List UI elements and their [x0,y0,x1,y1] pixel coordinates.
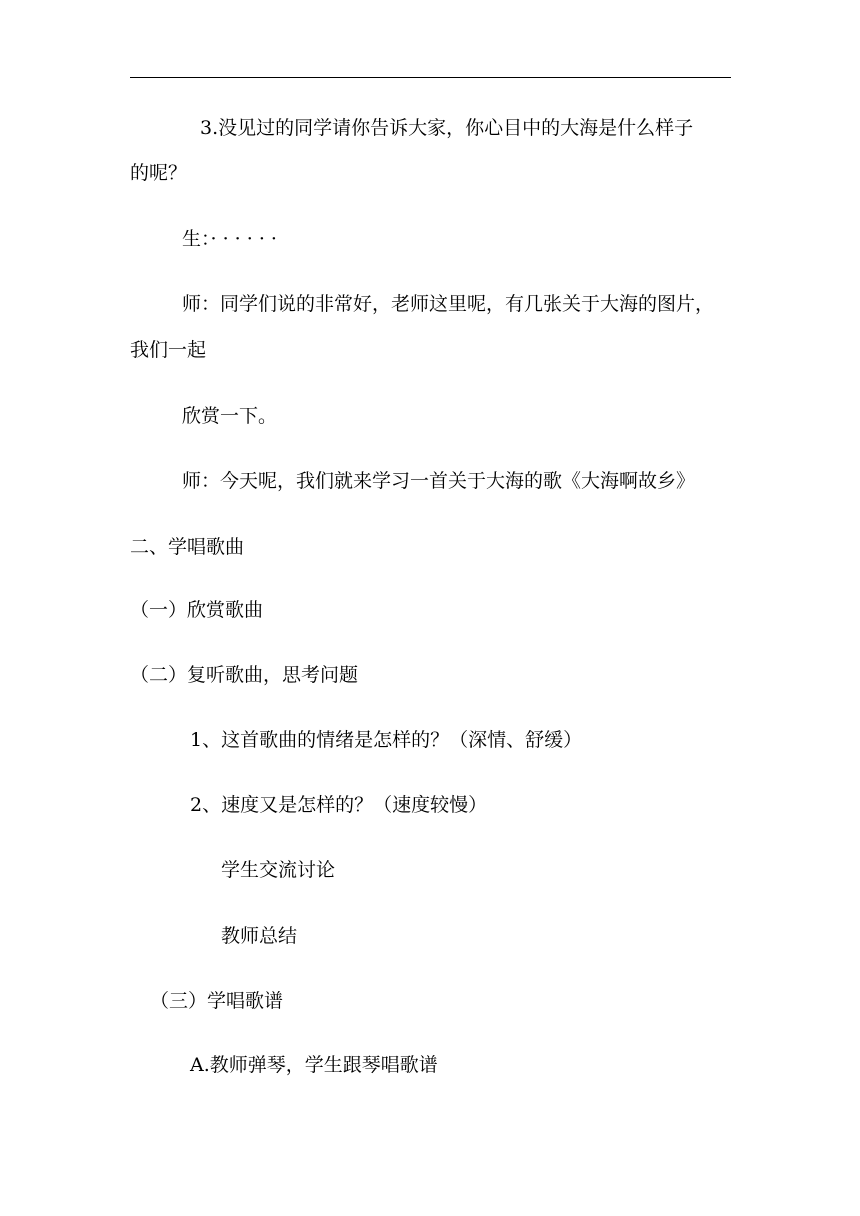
question-item-1: 1、这首歌曲的情绪是怎样的？（深情、舒缓） [190,729,583,751]
teacher-intro-song: 师：今天呢，我们就来学习一首关于大海的歌《大海啊故乡》 [182,470,696,492]
teacher-remark-line-1: 师：同学们说的非常好，老师这里呢，有几张关于大海的图片， [182,293,715,315]
subsection-3: （三）学唱歌谱 [150,990,284,1012]
step-a: A.教师弹琴，学生跟琴唱歌谱 [190,1054,438,1076]
section-heading-2: 二、学唱歌曲 [130,536,245,558]
teacher-summary: 教师总结 [221,925,298,947]
teacher-remark-line-3: 欣赏一下。 [182,405,278,427]
header-rule [130,77,731,78]
question-3-line-2: 的呢？ [130,162,188,184]
subsection-1: （一）欣赏歌曲 [130,599,264,621]
student-response: 生：· · · · · · [182,228,277,250]
question-item-2: 2、速度又是怎样的？（速度较慢） [190,794,488,816]
teacher-remark-line-2: 我们一起 [130,339,207,361]
question-3-line-1: 3.没见过的同学请你告诉大家，你心目中的大海是什么样子 [200,117,694,139]
student-discussion: 学生交流讨论 [221,859,336,881]
subsection-2: （二）复听歌曲，思考问题 [130,664,359,686]
